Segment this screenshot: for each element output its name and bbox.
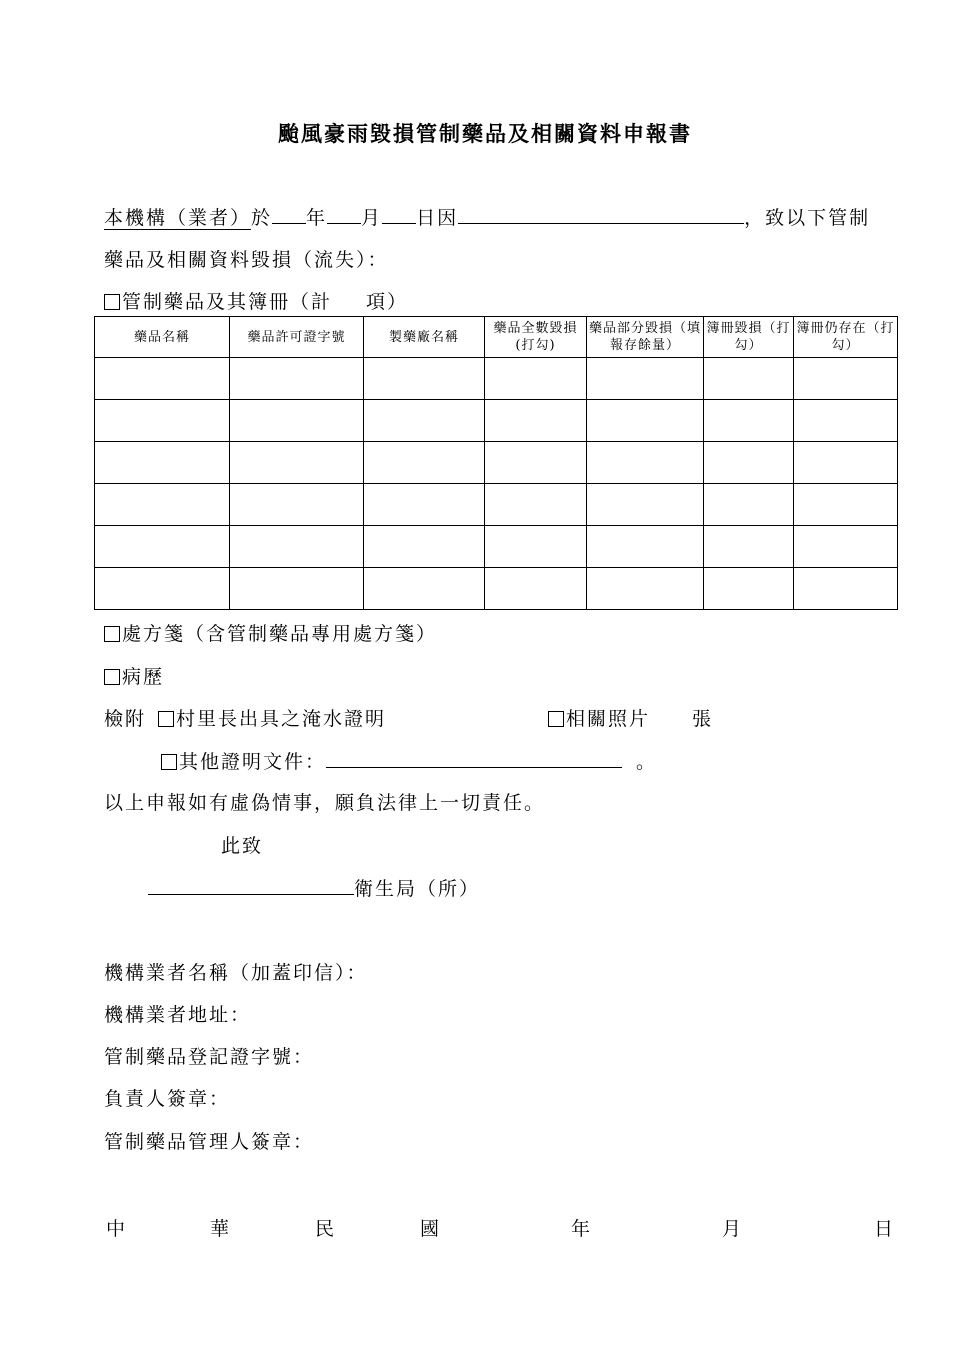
col-fully-damaged: 藥品全數毀損(打勾) [485, 317, 587, 358]
col-ledger-damaged: 簿冊毀損（打勾） [704, 317, 794, 358]
recipient-row [148, 876, 480, 901]
table-cell[interactable] [95, 400, 230, 442]
declaration: 以上申報如有虛偽情事，願負法律上一切責任。 [104, 792, 546, 814]
table-cell[interactable] [485, 442, 587, 484]
attach-row [104, 707, 386, 731]
org-label: 本機構（業者） [104, 207, 252, 229]
responsible-field: 負責人簽章： [104, 1088, 231, 1110]
photos-unit: 張 [692, 708, 714, 730]
table-cell[interactable] [230, 442, 364, 484]
day-blank[interactable] [382, 205, 416, 224]
table-cell[interactable] [230, 400, 364, 442]
org-name-field: 機構業者名稱（加蓋印信）： [104, 962, 368, 984]
date-char-zhong: 中 [106, 1218, 126, 1240]
table-cell[interactable] [794, 442, 898, 484]
table-cell[interactable] [704, 484, 794, 526]
table-cell[interactable] [704, 442, 794, 484]
flood-cert-checkbox[interactable] [158, 711, 174, 727]
table-cell[interactable] [95, 442, 230, 484]
year-label: 年 [306, 207, 328, 229]
flood-cert-label: 村里長出具之淹水證明 [176, 708, 387, 730]
intro-line-2: 藥品及相關資料毀損（流失）： [104, 249, 389, 271]
table-cell[interactable] [95, 484, 230, 526]
table-cell[interactable] [364, 358, 485, 400]
table-cell[interactable] [704, 568, 794, 610]
other-docs-checkbox[interactable] [161, 754, 177, 770]
table-row [95, 568, 898, 610]
recipient-label: 衛生局（所） [354, 878, 481, 900]
end-mark: 。 [636, 751, 658, 773]
intro-tail: ，致以下管制 [744, 207, 871, 229]
medical-record-row [104, 665, 164, 689]
table-cell[interactable] [364, 400, 485, 442]
drugs-checkbox[interactable] [104, 294, 120, 310]
date-char-guo: 國 [420, 1218, 440, 1240]
other-docs-row [161, 749, 657, 774]
table-cell[interactable] [794, 484, 898, 526]
table-cell[interactable] [587, 400, 704, 442]
table-cell[interactable] [587, 442, 704, 484]
table-cell[interactable] [485, 400, 587, 442]
prescription-label: 處方箋（含管制藥品專用處方箋） [122, 623, 438, 645]
other-docs-label: 其他證明文件： [179, 751, 327, 773]
table-cell[interactable] [794, 526, 898, 568]
table-cell[interactable] [485, 484, 587, 526]
table-cell[interactable] [587, 484, 704, 526]
col-ledger-exists: 簿冊仍存在（打勾） [794, 317, 898, 358]
photos-checkbox[interactable] [548, 711, 564, 727]
table-cell[interactable] [230, 568, 364, 610]
month-label: 月 [361, 207, 383, 229]
table-cell[interactable] [230, 358, 364, 400]
medical-record-checkbox[interactable] [104, 669, 120, 685]
page-title: 颱風豪雨毀損管制藥品及相關資料申報書 [278, 121, 692, 146]
table-cell[interactable] [794, 358, 898, 400]
table-cell[interactable] [485, 568, 587, 610]
date-month-label: 月 [722, 1218, 742, 1240]
table-cell[interactable] [485, 358, 587, 400]
col-drug-name: 藥品名稱 [95, 317, 230, 358]
table-row [95, 484, 898, 526]
table-cell[interactable] [95, 358, 230, 400]
table-row [95, 400, 898, 442]
year-blank[interactable] [272, 205, 306, 224]
table-cell[interactable] [364, 526, 485, 568]
table-cell[interactable] [230, 484, 364, 526]
col-partially-damaged: 藥品部分毀損（填報存餘量） [587, 317, 704, 358]
at-label: 於 [251, 207, 273, 229]
prescription-row [104, 622, 437, 646]
drugs-label: 管制藥品及其簿冊（計 [122, 291, 333, 313]
table-cell[interactable] [364, 568, 485, 610]
col-manufacturer: 製藥廠名稱 [364, 317, 485, 358]
table-cell[interactable] [704, 358, 794, 400]
table-cell[interactable] [794, 568, 898, 610]
table-cell[interactable] [704, 400, 794, 442]
table-cell[interactable] [587, 526, 704, 568]
table-row [95, 358, 898, 400]
day-label: 日因 [416, 207, 459, 229]
table-cell[interactable] [95, 568, 230, 610]
medical-record-label: 病歷 [122, 666, 165, 688]
table-cell[interactable] [95, 526, 230, 568]
prescription-checkbox[interactable] [104, 626, 120, 642]
date-year-label: 年 [571, 1218, 591, 1240]
table-cell[interactable] [230, 526, 364, 568]
salutation: 此致 [221, 835, 264, 857]
drugs-unit: 項） [366, 291, 409, 313]
table-cell[interactable] [704, 526, 794, 568]
date-char-min: 民 [315, 1218, 335, 1240]
table-row [95, 526, 898, 568]
table-header-row [95, 317, 898, 358]
manager-field: 管制藥品管理人簽章： [104, 1131, 315, 1153]
date-char-hua: 華 [210, 1218, 230, 1240]
attach-label: 檢附 [104, 708, 147, 730]
cert-no-field: 管制藥品登記證字號： [104, 1046, 315, 1068]
table-cell[interactable] [794, 400, 898, 442]
table-cell[interactable] [364, 442, 485, 484]
drugs-section [104, 290, 408, 314]
table-cell[interactable] [587, 358, 704, 400]
recipient-blank[interactable] [148, 876, 354, 895]
photos-label: 相關照片 [566, 708, 651, 730]
month-blank[interactable] [327, 205, 361, 224]
col-license-no: 藥品許可證字號 [230, 317, 364, 358]
drug-table [94, 316, 898, 610]
intro-line-1 [104, 205, 870, 230]
table-cell[interactable] [364, 484, 485, 526]
photos-row [548, 707, 713, 731]
date-day-label: 日 [874, 1218, 894, 1240]
table-row [95, 442, 898, 484]
table-cell[interactable] [587, 568, 704, 610]
table-cell[interactable] [485, 526, 587, 568]
other-docs-blank[interactable] [326, 749, 622, 768]
org-address-field: 機構業者地址： [104, 1004, 252, 1026]
reason-blank[interactable] [458, 205, 744, 224]
